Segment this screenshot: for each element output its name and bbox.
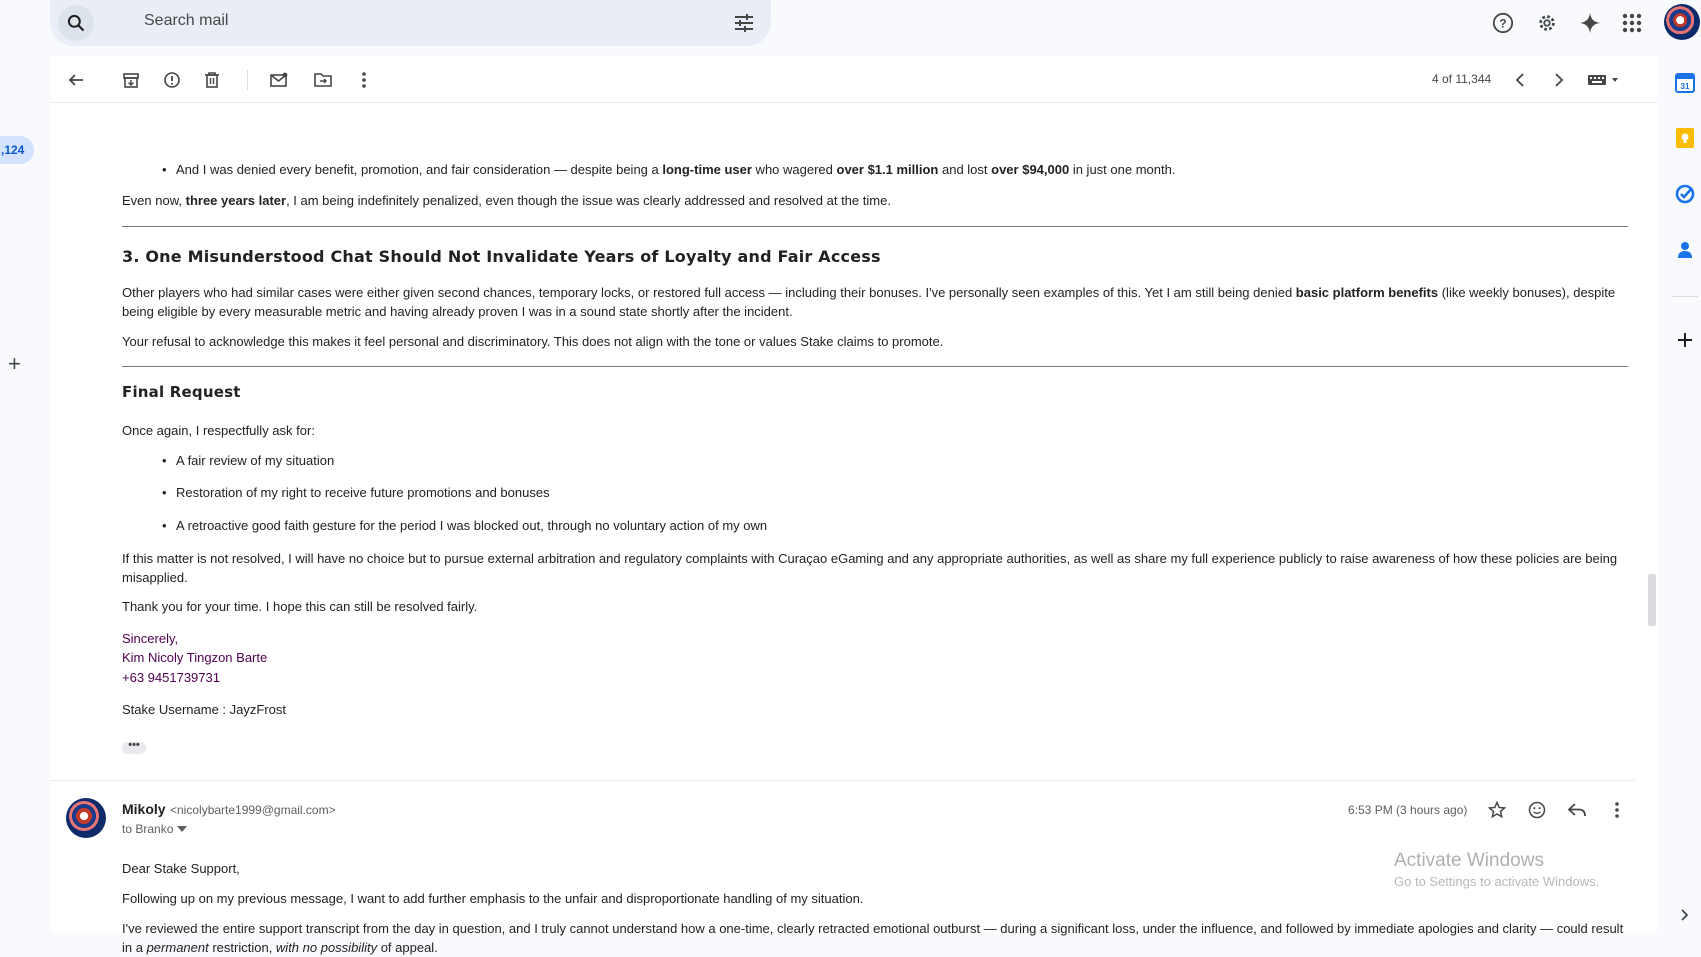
message-more-options-icon[interactable] [1603, 796, 1631, 824]
recipient-label: to Branko [122, 822, 174, 836]
report-spam-icon[interactable] [158, 66, 186, 94]
paragraph: Following up on my previous message, I want to add further emphasis to the unfair and disproportionate handling of my situation. [122, 891, 864, 906]
signature-closing: Sincerely, [122, 631, 179, 646]
email-thread [50, 104, 1657, 955]
paragraph: Even now, three years later, I am being indefinitely penalized, even though the issue was clearly addressed and resolved at the time. [122, 193, 891, 208]
scrollbar-thumb[interactable] [1648, 574, 1656, 626]
settings-gear-icon[interactable] [1532, 8, 1562, 38]
paragraph: I've reviewed the entire support transcript from the day in question, and I truly cannot understand how a one-time, clearly retracted emotional outburst — during a significant loss, under the influence, and followed by immediate apologies and clarity — could result in a permanent restriction, with no possibility of appeal. [122, 921, 1624, 955]
keep-notes-icon[interactable] [1670, 123, 1700, 153]
hide-side-panel-chevron-icon[interactable] [1670, 900, 1700, 930]
divider [122, 366, 1628, 367]
svg-text:?: ? [1499, 16, 1507, 31]
paragraph: Your refusal to acknowledge this makes it feel personal and discriminatory. This does not align with the tone or values Stake claims to promote. [122, 334, 944, 349]
tasks-icon[interactable] [1670, 179, 1700, 209]
unread-count-badge[interactable]: ,124 [0, 136, 34, 164]
delete-trash-icon[interactable] [198, 66, 226, 94]
activate-windows-subtitle: Go to Settings to activate Windows. [1394, 874, 1600, 889]
older-message-chevron-right-icon[interactable] [1545, 66, 1573, 94]
list-item: • A retroactive good faith gesture for the period I was blocked out, through no voluntary action of my own [176, 518, 767, 533]
list-item: • Restoration of my right to receive future promotions and bonuses [176, 485, 550, 500]
paragraph: Once again, I respectfully ask for: [122, 423, 315, 438]
show-trimmed-content-button[interactable]: ••• [122, 742, 146, 754]
divider [122, 226, 1628, 227]
message-separator [50, 780, 1635, 781]
search-input[interactable]: Search mail [144, 12, 229, 29]
paragraph: Other players who had similar cases were either given second chances, temporary locks, or restored full access — including their bonuses. I've personally seen examples of this. Yet I am still being denied basic platform benefits (like weekly bonuses), despite being eligible by every measurable metric and having already proven I was in a sound state shortly after the incident. [122, 285, 1616, 319]
search-bar[interactable] [50, 0, 771, 46]
sender-name[interactable]: Mikoly [122, 801, 166, 817]
gemini-sparkle-icon[interactable] [1575, 8, 1605, 38]
greeting: Dear Stake Support, [122, 861, 240, 876]
more-options-icon[interactable] [350, 66, 378, 94]
paragraph: Thank you for your time. I hope this can still be resolved fairly. [122, 599, 478, 614]
stake-username: Stake Username : JayzFrost [122, 702, 286, 717]
email-view [50, 56, 1657, 955]
message-position-count: 4 of 11,344 [1432, 72, 1492, 86]
search-options-icon[interactable] [730, 9, 758, 37]
list-item: • A fair review of my situation [176, 453, 334, 468]
paragraph: If this matter is not resolved, I will have no choice but to pursue external arbitration and regulatory complaints with Curaçao eGaming and any appropriate authorities, as well as share my full experience publicly to raise awareness of how these policies are being misapplied. [122, 551, 1618, 585]
search-icon[interactable] [58, 5, 94, 41]
calendar-icon[interactable] [1670, 68, 1700, 98]
toolbar-divider [247, 70, 248, 90]
message-timestamp: 6:53 PM (3 hours ago) [1348, 803, 1468, 817]
star-icon[interactable] [1483, 796, 1511, 824]
mark-unread-icon[interactable] [265, 66, 293, 94]
section-heading: 3. One Misunderstood Chat Should Not Invalidate Years of Loyalty and Fair Access [122, 247, 881, 266]
signature-name: Kim Nicoly Tingzon Barte [122, 650, 268, 665]
account-avatar[interactable] [1664, 4, 1700, 40]
sender-avatar[interactable] [66, 798, 106, 838]
contacts-icon[interactable] [1670, 235, 1700, 265]
final-request-heading: Final Request [122, 383, 241, 401]
reply-icon[interactable] [1563, 796, 1591, 824]
apps-grid-icon[interactable] [1617, 8, 1647, 38]
svg-text:31: 31 [1680, 82, 1690, 91]
help-icon[interactable] [1488, 8, 1518, 38]
get-addons-plus-icon[interactable] [1670, 325, 1700, 355]
list-item: • And I was denied every benefit, promotion, and fair consideration — despite being a long-time user who wagered over $1.1 million and lost over $94,000 in just one month. [176, 162, 1175, 177]
sender-email: <nicolybarte1999@gmail.com> [170, 803, 336, 817]
input-tools-keyboard-icon[interactable] [1585, 66, 1625, 94]
side-panel-divider [1672, 296, 1698, 297]
email-toolbar [50, 56, 1657, 103]
back-arrow-icon[interactable] [62, 66, 90, 94]
chevron-down-icon[interactable] [177, 826, 187, 832]
newer-message-chevron-left-icon[interactable] [1506, 66, 1534, 94]
activate-windows-title: Activate Windows [1394, 850, 1544, 871]
move-to-folder-icon[interactable] [309, 66, 337, 94]
emoji-reaction-icon[interactable] [1523, 796, 1551, 824]
signature-phone[interactable]: +63 9451739731 [122, 670, 220, 685]
recipients-toggle[interactable] [122, 822, 187, 836]
archive-icon[interactable] [117, 66, 145, 94]
add-label-plus-icon[interactable]: + [8, 351, 21, 376]
